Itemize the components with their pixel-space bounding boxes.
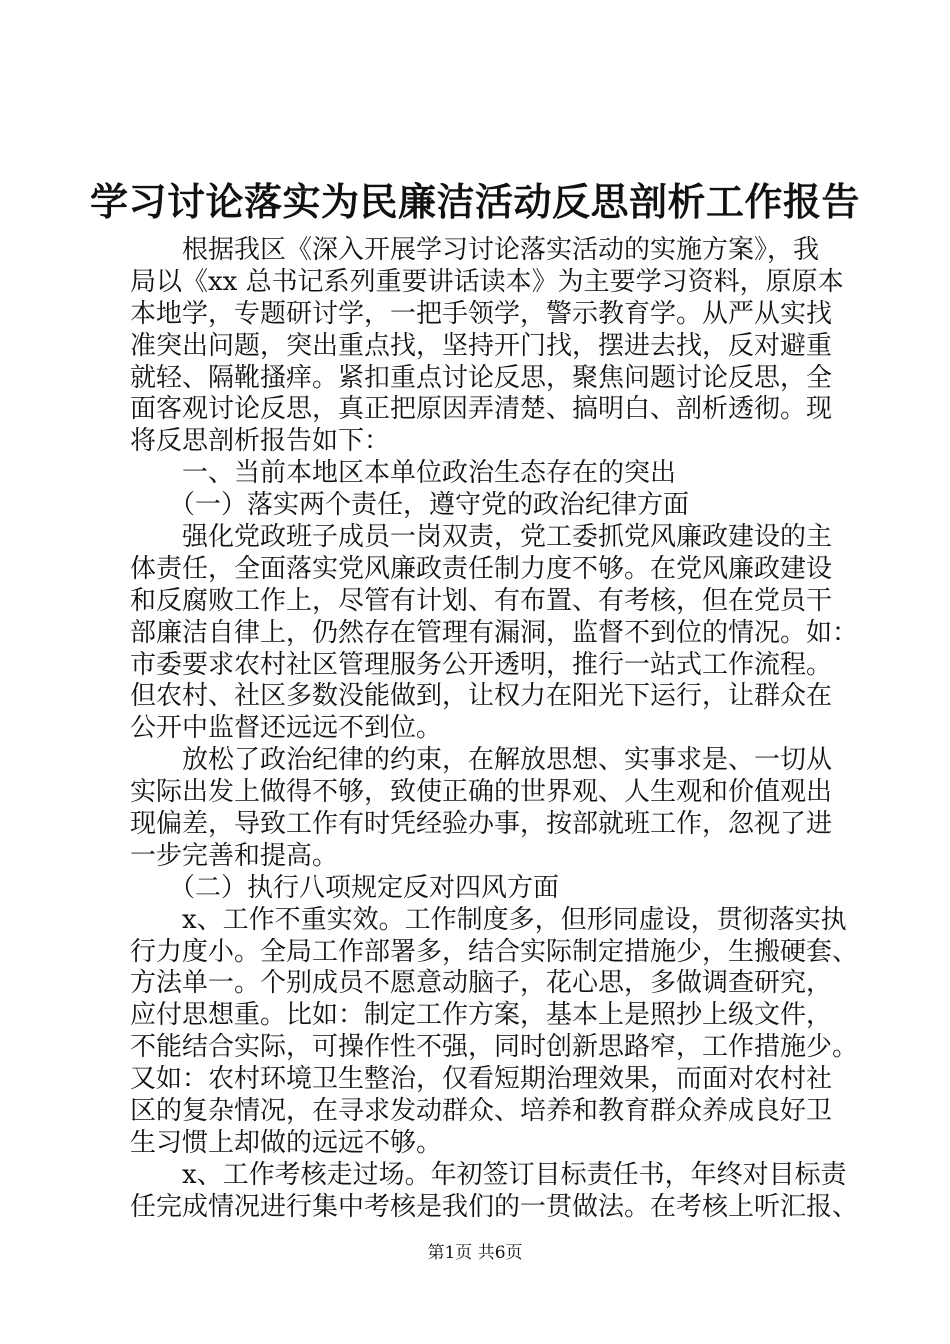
text-line: （一）落实两个责任，遵守党的政治纪律方面	[130, 490, 690, 521]
document-body	[130, 235, 859, 1224]
text-line: 和反腐败工作上，尽管有计划、有布置、有考核，但在党员干	[130, 585, 833, 616]
text-line: 本地学，专题研讨学，一把手领学，警示教育学。从严从实找	[130, 298, 833, 329]
text-line: 将反思剖析报告如下：	[130, 426, 391, 457]
text-line: 不能结合实际，可操作性不强，同时创新思路窄，工作措施少。	[130, 1032, 859, 1063]
text-line: 任完成情况进行集中考核是我们的一贯做法。在考核上听汇报、	[130, 1191, 859, 1222]
text-line: 但农村、社区多数没能做到，让权力在阳光下运行，让群众在	[130, 681, 833, 712]
text-line: 生习惯上却做的远远不够。	[130, 1127, 443, 1158]
text-line: 又如：农村环境卫生整治，仅看短期治理效果，而面对农村社	[130, 1064, 833, 1095]
text-line: 强化党政班子成员一岗双责，党工委抓党风廉政建设的主	[130, 522, 833, 553]
text-line: 区的复杂情况，在寻求发动群众、培养和教育群众养成良好卫	[130, 1096, 833, 1127]
text-line: 公开中监督还远远不到位。	[130, 713, 443, 744]
text-line: 就轻、隔靴搔痒。紧扣重点讨论反思，聚焦问题讨论反思，全	[130, 362, 833, 393]
text-line: 部廉洁自律上，仍然存在管理有漏洞，监督不到位的情况。如：	[130, 617, 859, 648]
text-line: 面客观讨论反思，真正把原因弄清楚、搞明白、剖析透彻。现	[130, 394, 833, 425]
text-line: 应付思想重。比如：制定工作方案，基本上是照抄上级文件，	[130, 1000, 833, 1031]
text-line: 方法单一。个别成员不愿意动脑子，花心思，多做调查研究，	[130, 968, 833, 999]
document-title: 学习讨论落实为民廉洁活动反思剖析工作报告	[89, 179, 860, 224]
text-line: 体责任，全面落实党风廉政责任制力度不够。在党风廉政建设	[130, 553, 833, 584]
text-line: x、工作考核走过场。年初签订目标责任书，年终对目标责	[130, 1159, 847, 1190]
text-line: x、工作不重实效。工作制度多，但形同虚设，贯彻落实执	[130, 904, 847, 935]
text-line: 一、当前本地区本单位政治生态存在的突出	[130, 458, 677, 489]
text-line: 市委要求农村社区管理服务公开透明，推行一站式工作流程。	[130, 649, 833, 680]
text-line: 放松了政治纪律的约束，在解放思想、实事求是、一切从	[130, 745, 833, 776]
text-line: （二）执行八项规定反对四风方面	[130, 872, 560, 903]
text-line: 现偏差，导致工作有时凭经验办事，按部就班工作，忽视了进	[130, 809, 833, 840]
page-footer: 第1页 共6页	[427, 1243, 523, 1263]
text-line: 行力度小。全局工作部署多，结合实际制定措施少，生搬硬套、	[130, 936, 859, 967]
text-line: 根据我区《深入开展学习讨论落实活动的实施方案》，我	[130, 235, 820, 265]
text-line: 局以《xx 总书记系列重要讲话读本》为主要学习资料，原原本	[130, 266, 844, 297]
text-line: 一步完善和提高。	[130, 840, 339, 871]
text-line: 准突出问题，突出重点找，坚持开门找，摆进去找，反对避重	[130, 330, 833, 361]
text-line: 实际出发上做得不够，致使正确的世界观、人生观和价值观出	[130, 777, 833, 808]
